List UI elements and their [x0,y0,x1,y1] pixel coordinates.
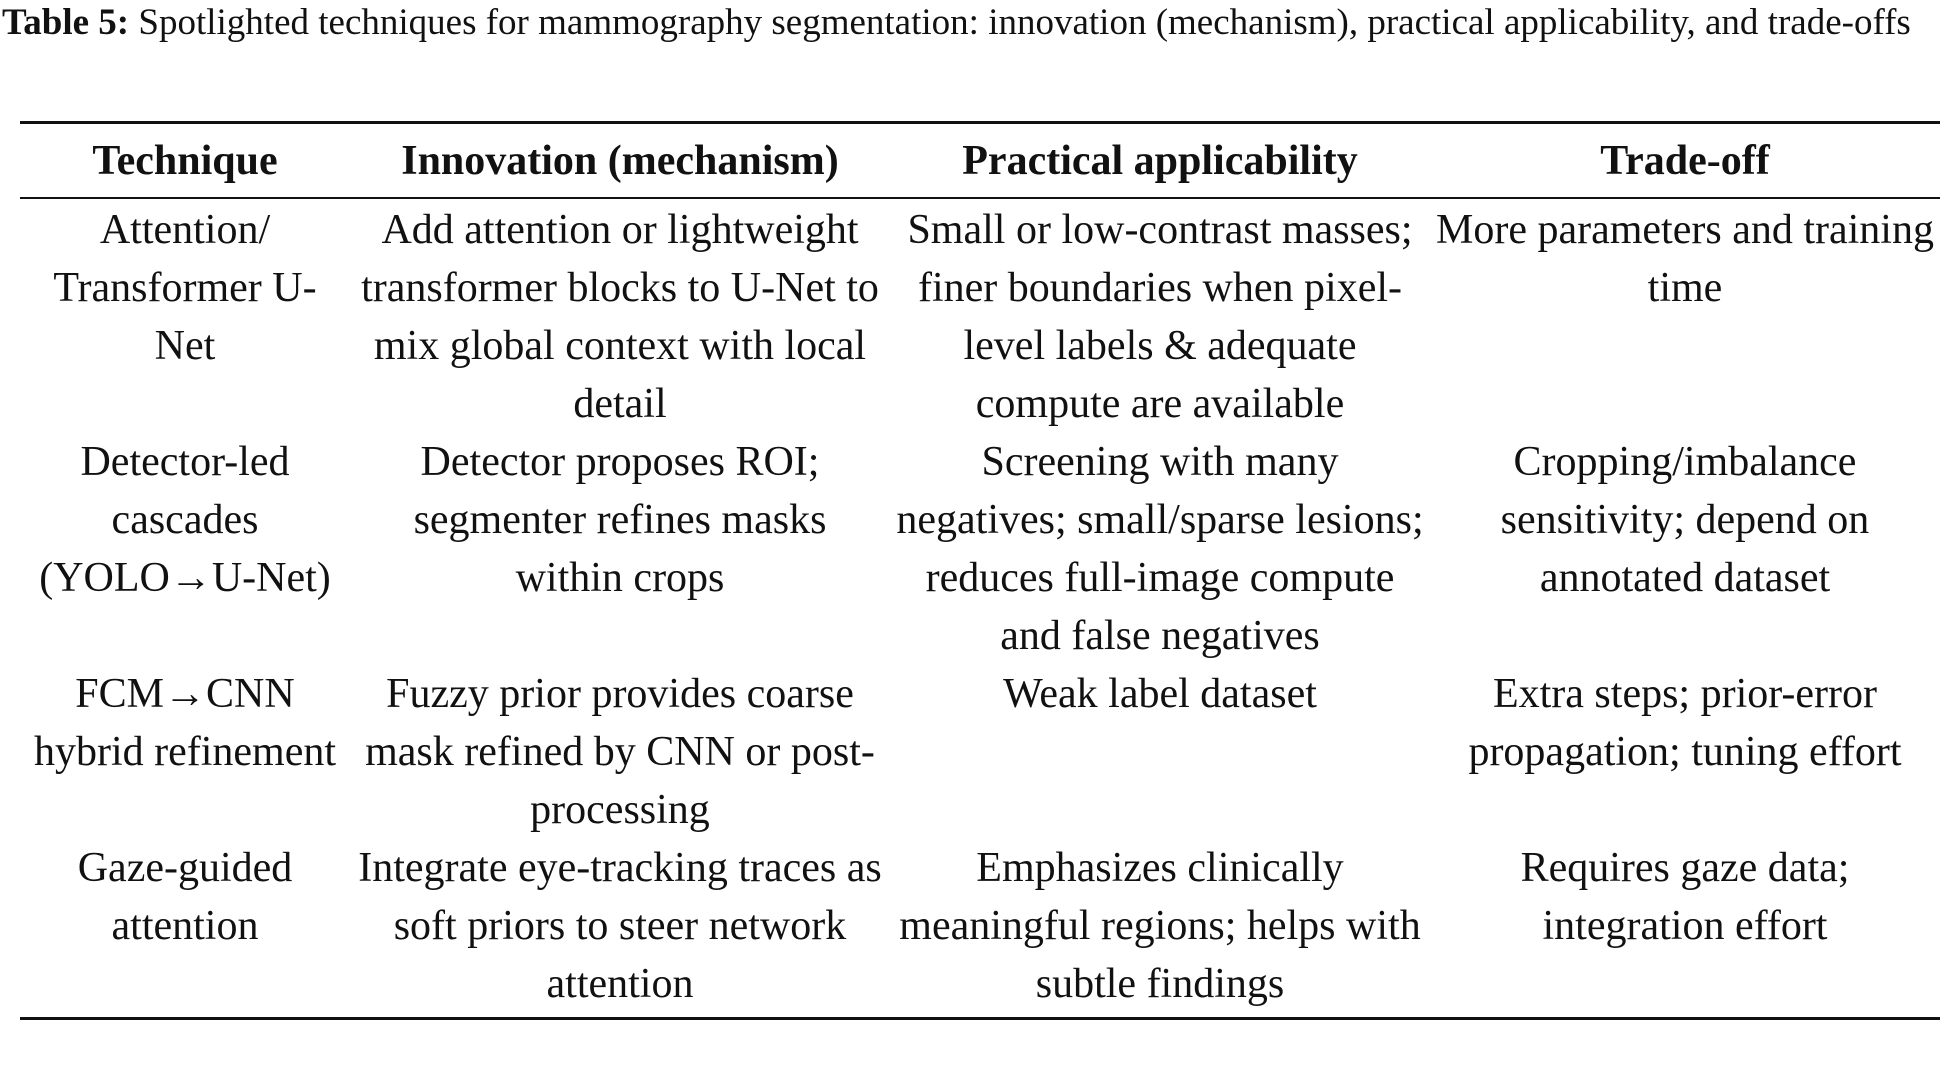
cell-innovation: Add attention or lightweight transformer blocks to U-Net to mix global context with local detail [361,207,879,427]
cell-technique: FCM→CNN hybrid refinement [33,671,337,775]
cell-technique: Gaze-guided attention [77,845,293,949]
table-row [20,839,1940,1019]
cell-innovation: Detector proposes ROI; segmenter refines masks within crops [413,439,827,601]
caption-text: Spotlighted techniques for mammography segmentation: innovation (mechanism), practical applicability, and trade-offs [129,2,1911,43]
cell-applicability: Screening with many negatives; small/sparse lesions; reduces full-image compute and false negatives [896,439,1424,659]
techniques-table-container [20,121,1940,1020]
cell-tradeoff: Cropping/imbalance sensitivity; depend on annotated dataset [1500,439,1870,601]
cell-tradeoff: More parameters and training time [1436,207,1934,311]
cell-applicability: Small or low-contrast masses; finer boundaries when pixel-level labels & adequate compute are available [907,207,1413,427]
table-caption [2,0,1952,46]
header-applicability: Practical applicability [962,137,1358,184]
header-technique: Technique [92,137,278,184]
cell-technique: Detector-led cascades (YOLO→U-Net) [39,439,331,601]
cell-applicability: Weak label dataset [1003,671,1317,717]
techniques-table [20,121,1940,1020]
header-innovation: Innovation (mechanism) [401,137,839,184]
cell-innovation: Integrate eye-tracking traces as soft priors to steer network attention [358,845,882,1007]
table-row [20,665,1940,839]
cell-technique: Attention/ Transformer U-Net [53,207,317,369]
cell-tradeoff: Extra steps; prior-error propagation; tuning effort [1468,671,1902,775]
table-row [20,433,1940,665]
header-row [20,123,1940,199]
cell-innovation: Fuzzy prior provides coarse mask refined by CNN or post-processing [365,671,875,833]
cell-tradeoff: Requires gaze data; integration effort [1520,845,1850,949]
table-row [20,198,1940,433]
header-tradeoff: Trade-off [1600,137,1770,184]
cell-applicability: Emphasizes clinically meaningful regions; helps with subtle findings [899,845,1421,1007]
caption-label: Table 5: [2,2,130,43]
